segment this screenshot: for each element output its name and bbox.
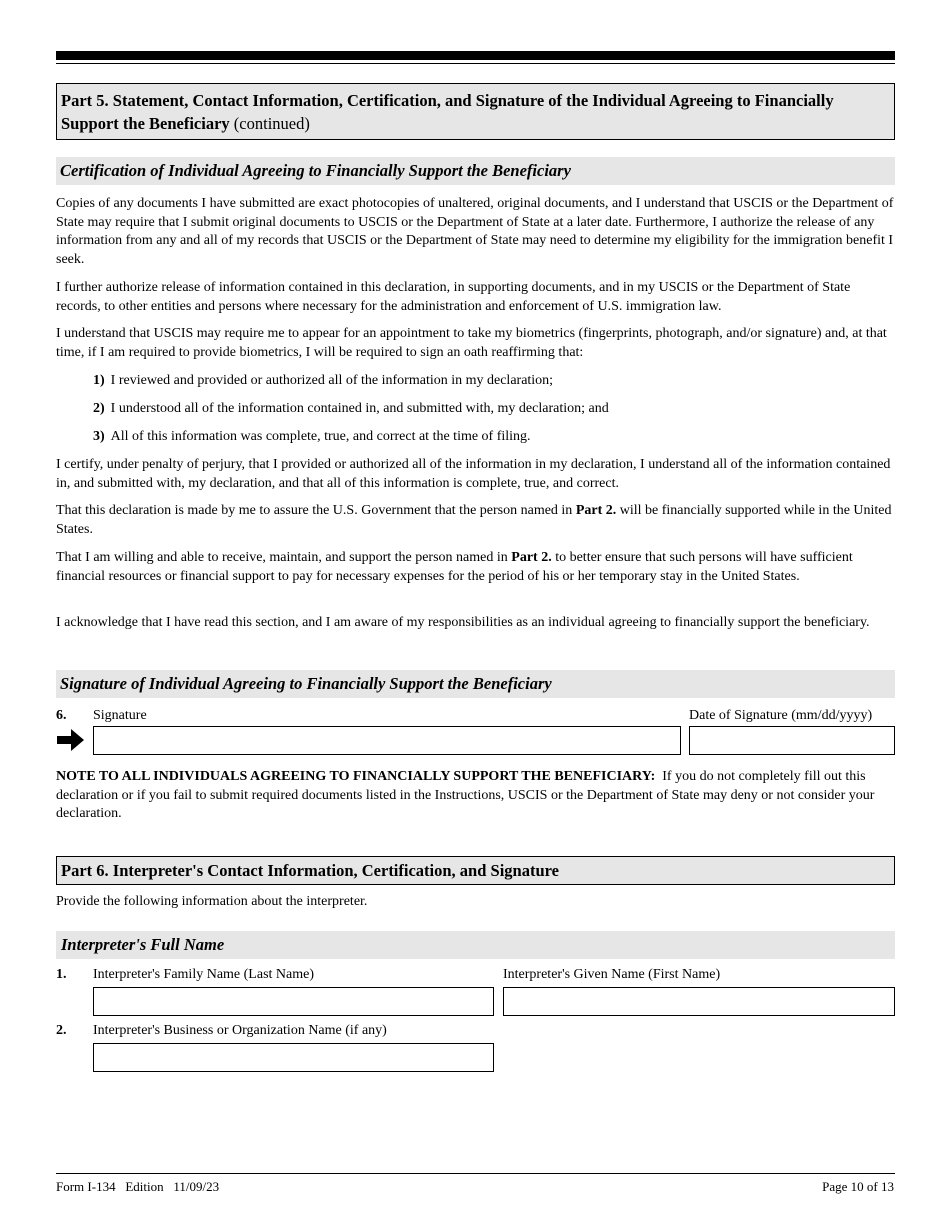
certification-paragraph-4: I certify, under penalty of perjury, that I provided or authorized all of the information in my declaration, I understand all of the information contained in, and submitted with, my declaration, and that all of this information is complete, true, and correct. bbox=[56, 457, 891, 491]
part6-title-box bbox=[56, 856, 895, 885]
p6-text-end: to better ensure that such persons will have sufficient financial resources or financial support to pay for necessary expenses for the period of his or her temporary stay in the United States. bbox=[56, 550, 853, 584]
part6-title: Part 6. Interpreter's Contact Information, Certification, and Signature bbox=[61, 861, 559, 880]
given-name-input[interactable] bbox=[504, 988, 894, 1015]
part6-intro: Provide the following information about the interpreter. bbox=[56, 894, 368, 909]
business-name-input[interactable] bbox=[94, 1044, 493, 1071]
certification-paragraph-1: Copies of any documents I have submitted are exact photocopies of unaltered, original documents, and I understand that USCIS or the Department of State may require that I submit original documents to USCIS or the Department of State at a later date. Furthermore, I authorize the release of any information from any and all of my records that USCIS or the Department of State may need to determine my eligibility for the immigration benefit I seek. bbox=[56, 196, 894, 267]
signature-input[interactable] bbox=[94, 727, 680, 754]
header-rule-thick bbox=[56, 51, 895, 60]
oath-item-number: 1) bbox=[93, 373, 105, 388]
p5-text-end: will be financially supported while in the United States. bbox=[56, 503, 892, 537]
certification-paragraph-3: I understand that USCIS may require me to appear for an appointment to take my biometrics (fingerprints, photograph, and/or signature) and, at that time, if I am required to provide biometrics, I will be required to sign an oath reaffirming that: bbox=[56, 326, 887, 360]
certification-paragraph-6 bbox=[56, 549, 895, 586]
signature-field[interactable] bbox=[93, 726, 681, 755]
part5-title: Part 5. Statement, Contact Information, Certification, and Signature of the Individual Agreeing to Financially Support the Beneficiary bbox=[61, 91, 834, 133]
certification-paragraph-2: I further authorize release of information contained in this declaration, in supporting documents, and in my USCIS or the Department of State records, to other entities and persons where necessary for the administration and enforcement of U.S. immigration law. bbox=[56, 280, 851, 314]
p5-part-ref: Part 2. bbox=[575, 503, 617, 518]
family-name-input[interactable] bbox=[94, 988, 493, 1015]
certification-heading: Certification of Individual Agreeing to Financially Support the Beneficiary bbox=[56, 157, 895, 185]
family-name-label: Interpreter's Family Name (Last Name) bbox=[93, 967, 314, 982]
signature-heading: Signature of Individual Agreeing to Financially Support the Beneficiary bbox=[56, 670, 895, 698]
given-name-field[interactable] bbox=[503, 987, 895, 1016]
item-1-number: 1. bbox=[56, 967, 67, 982]
oath-item-text: I understood all of the information contained in, and submitted with, my declaration; and bbox=[110, 401, 609, 416]
given-name-label: Interpreter's Given Name (First Name) bbox=[503, 967, 721, 982]
footer-rule bbox=[56, 1173, 895, 1174]
oath-item-text: All of this information was complete, true, and correct at the time of filing. bbox=[110, 429, 531, 444]
date-of-signature-input[interactable] bbox=[690, 727, 894, 754]
page-number: Page 10 of 13 bbox=[822, 1179, 894, 1194]
item-2-number: 2. bbox=[56, 1023, 67, 1038]
date-of-signature-field[interactable] bbox=[689, 726, 895, 755]
family-name-field[interactable] bbox=[93, 987, 494, 1016]
p5-text: That this declaration is made by me to assure the U.S. Government that the person named in bbox=[56, 503, 576, 518]
p6-text: That I am willing and able to receive, maintain, and support the person named in bbox=[56, 550, 512, 565]
oath-item-3 bbox=[93, 428, 893, 446]
date-of-signature-label: Date of Signature (mm/dd/yyyy) bbox=[689, 708, 873, 723]
business-name-field[interactable] bbox=[93, 1043, 494, 1072]
header-rule-thin bbox=[56, 63, 895, 64]
signature-label: Signature bbox=[93, 708, 147, 723]
part5-title-box bbox=[56, 83, 895, 140]
form-edition: Form I-134 Edition 11/09/23 bbox=[56, 1179, 220, 1194]
part5-title-suffix: (continued) bbox=[229, 114, 310, 133]
certification-paragraph-5 bbox=[56, 502, 895, 539]
note-heading: NOTE TO ALL INDIVIDUALS AGREEING TO FINANCIALLY SUPPORT THE BENEFICIARY: bbox=[56, 769, 656, 784]
right-arrow-icon bbox=[57, 729, 85, 751]
oath-item-2 bbox=[93, 400, 893, 418]
oath-item-1 bbox=[93, 372, 893, 390]
note-text: If you do not completely fill out this declaration or if you fail to submit required documents listed in the Instructions, USCIS or the Department of State may deny or not consider your declaration. bbox=[56, 769, 878, 821]
signature-note bbox=[56, 768, 895, 824]
oath-item-number: 3) bbox=[93, 429, 105, 444]
oath-item-text: I reviewed and provided or authorized all of the information in my declaration; bbox=[110, 373, 554, 388]
p6-part-ref: Part 2. bbox=[511, 550, 552, 565]
oath-item-number: 2) bbox=[93, 401, 105, 416]
item-6-number: 6. bbox=[56, 708, 67, 723]
business-name-label: Interpreter's Business or Organization Name (if any) bbox=[93, 1023, 387, 1038]
certification-paragraph-7: I acknowledge that I have read this section, and I am aware of my responsibilities as an individual agreeing to financially support the beneficiary. bbox=[56, 615, 870, 630]
interpreter-name-heading: Interpreter's Full Name bbox=[56, 931, 895, 959]
